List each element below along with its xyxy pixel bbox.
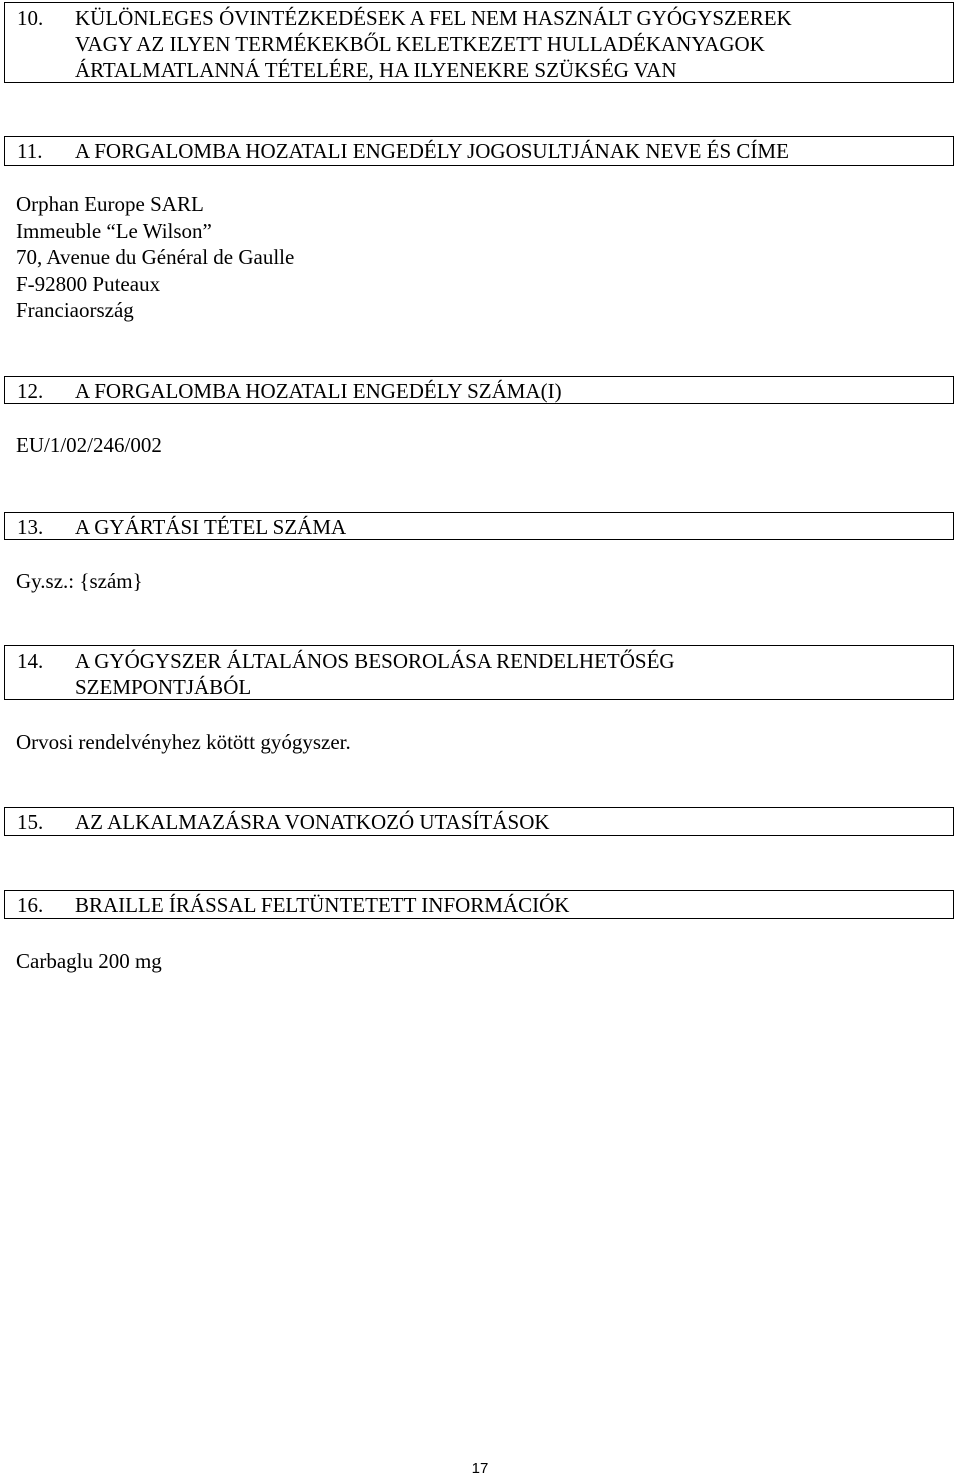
address-line: F-92800 Puteaux [16,271,161,296]
section-number: 14. [17,649,44,673]
section-title-line: A GYÁRTÁSI TÉTEL SZÁMA [75,515,347,539]
braille-text: Carbaglu 200 mg [16,949,162,973]
company-name: Orphan Europe SARL [16,192,204,216]
classification-text: Orvosi rendelvényhez kötött gyógyszer. [16,730,351,754]
section-title-line: KÜLÖNLEGES ÓVINTÉZKEDÉSEK A FEL NEM HASZNÁLT GYÓGYSZEREK [75,6,792,30]
authorisation-number: EU/1/02/246/002 [16,433,162,457]
section-title-line: A GYÓGYSZER ÁLTALÁNOS BESOROLÁSA RENDELHETŐSÉG [75,649,675,673]
page-number: 17 [471,1460,489,1477]
section-16-header [4,890,954,919]
section-15-header [4,807,954,836]
batch-number: Gy.sz.: {szám} [16,569,143,593]
section-12-header [4,376,954,404]
section-title-line: A FORGALOMBA HOZATALI ENGEDÉLY JOGOSULTJÁNAK NEVE ÉS CÍME [75,139,789,163]
country: Franciaország [16,298,134,322]
section-number: 16. [17,893,44,917]
section-14-header [4,645,954,700]
section-title-line: BRAILLE ÍRÁSSAL FELTÜNTETETT INFORMÁCIÓK [75,893,570,917]
section-title-line: SZEMPONTJÁBÓL [75,675,252,699]
section-16-body [16,948,162,975]
section-14-body [16,729,351,756]
section-number: 13. [17,515,44,539]
section-11-header [4,136,954,166]
address-line: Immeuble “Le Wilson” [16,218,212,243]
section-11-body [16,191,294,324]
section-10-header [4,2,954,83]
section-title-line: AZ ALKALMAZÁSRA VONATKOZÓ UTASÍTÁSOK [75,810,550,834]
section-13-body [16,568,143,595]
section-title-line: VAGY AZ ILYEN TERMÉKEKBŐL KELETKEZETT HULLADÉKANYAGOK [75,32,765,56]
section-number: 10. [17,6,44,30]
section-number: 11. [17,139,43,163]
section-12-body [16,432,162,459]
section-number: 12. [17,379,44,403]
section-title-line: ÁRTALMATLANNÁ TÉTELÉRE, HA ILYENEKRE SZÜKSÉG VAN [75,58,677,82]
address-line: 70, Avenue du Général de Gaulle [16,245,295,269]
section-13-header [4,512,954,540]
section-number: 15. [17,810,44,834]
section-title-line: A FORGALOMBA HOZATALI ENGEDÉLY SZÁMA(I) [75,379,562,403]
